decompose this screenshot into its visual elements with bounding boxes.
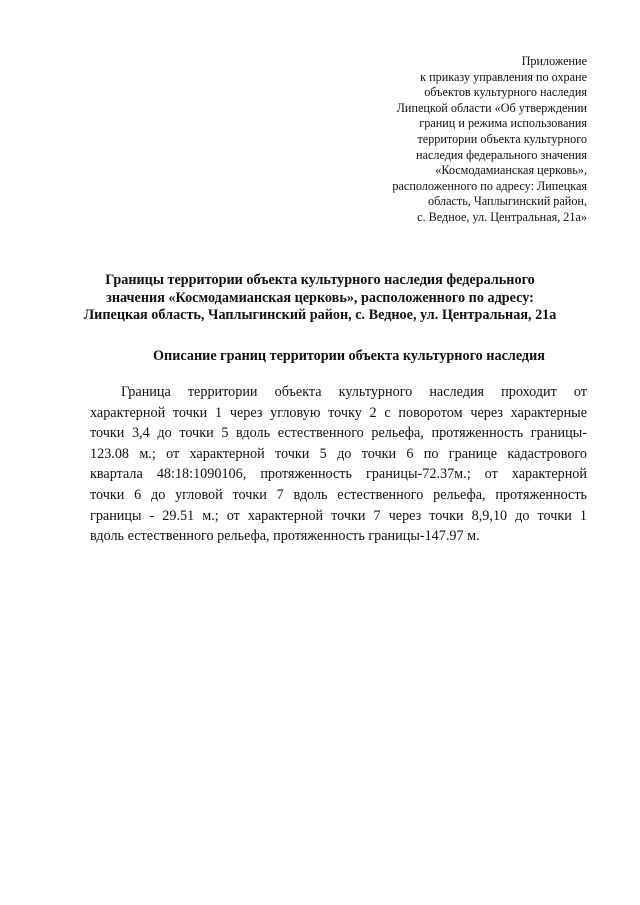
appendix-line: к приказу управления по охране [420, 69, 587, 84]
paragraph-line: квартала 48:18:1090106, протяженность границы-72.37м.; от характерной [90, 466, 587, 483]
appendix-line: с. Ведное, ул. Центральная, 21а» [417, 209, 587, 224]
appendix-line: объектов культурного наследия [424, 85, 587, 100]
document-title [40, 272, 600, 325]
paragraph-line: 123.08 м.; от характерной точки 5 до точки 6 по границе кадастрового [90, 445, 587, 462]
appendix-line: наследия федерального значения [416, 147, 587, 162]
title-line: Липецкая область, Чаплыгинский район, с. Ведное, ул. Центральная, 21а [83, 307, 557, 324]
title-line: Границы территории объекта культурного наследия федерального [105, 272, 535, 288]
appendix-note [330, 54, 587, 226]
boundary-description-paragraph [90, 382, 587, 547]
title-line: значения «Космодамианская церковь», расположенного по адресу: [106, 289, 534, 306]
paragraph-line: точки 3,4 до точки 5 вдоль естественного рельефа, протяженность границы- [90, 425, 587, 442]
paragraph-line: вдоль естественного рельефа, протяженность границы-147.97 м. [90, 528, 480, 545]
appendix-line: территории объекта культурного [417, 131, 587, 146]
appendix-line: «Космодамианская церковь», [435, 163, 587, 178]
appendix-line: границ и режима использования [419, 116, 587, 131]
section-heading: Описание границ территории объекта культурного наследия [153, 348, 545, 364]
paragraph-line: границы - 29.51 м.; от характерной точки 7 через точки 8,9,10 до точки 1 [90, 507, 587, 524]
appendix-line: область, Чаплыгинский район, [428, 194, 587, 209]
paragraph-line: характерной точки 1 через угловую точку 2 с поворотом через характерные [90, 404, 587, 421]
appendix-line: Липецкой области «Об утверждении [396, 100, 587, 115]
appendix-line: Приложение [521, 54, 587, 68]
paragraph-line: точки 6 до угловой точки 7 вдоль естественного рельефа, протяженность [90, 486, 587, 503]
appendix-line: расположенного по адресу: Липецкая [392, 178, 587, 193]
paragraph-line: Граница территории объекта культурного наследия проходит от [121, 384, 587, 400]
